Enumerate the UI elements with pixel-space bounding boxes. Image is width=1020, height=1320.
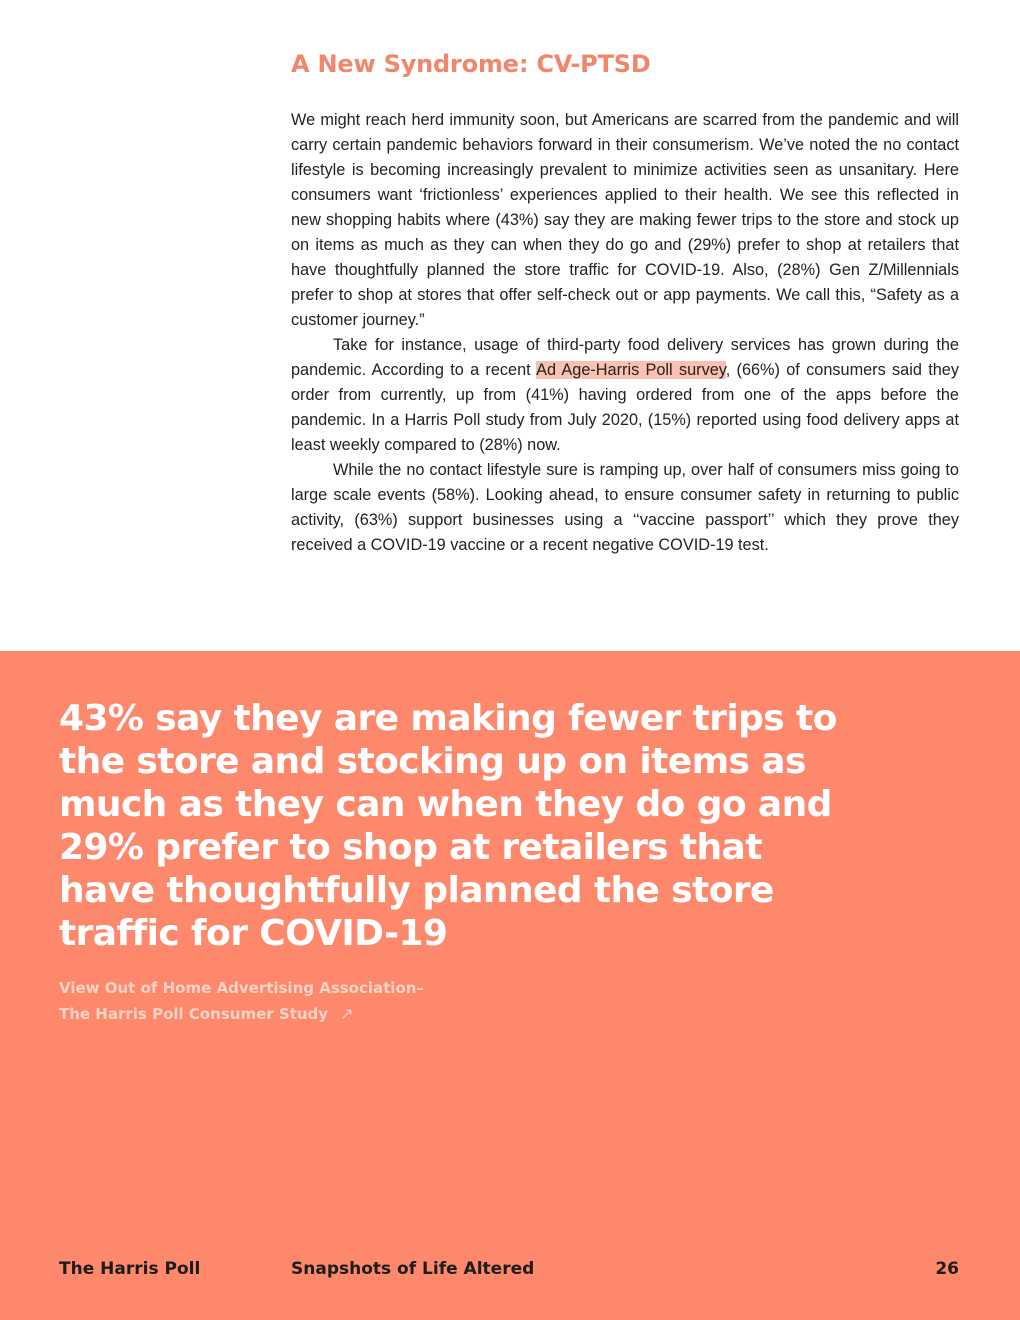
study-link-line xyxy=(59,1001,424,1027)
consumer-study-link[interactable] xyxy=(59,976,424,1027)
survey-link[interactable]: Ad Age-Harris Poll survey xyxy=(536,361,726,379)
paragraph-text: , (66%) of consumers said they order from currently, up from (41%) having ordered from one of the apps before the pandemic. In a Harris Poll study from July 2020, (15%) reported using food delivery apps at least weekly compared to (28%) now. xyxy=(291,361,959,454)
footer-brand: The Harris Poll xyxy=(59,1259,201,1279)
article-section xyxy=(0,0,1020,651)
external-link-arrow-icon: ↗ xyxy=(340,1004,354,1023)
pull-quote: 43% say they are making fewer trips to the store and stocking up on items as much as they can when they do go and 29% prefer to shop at retailers that have thoughtfully planned the store traffic for COVID-19 xyxy=(59,698,837,954)
article-body xyxy=(291,108,959,558)
page-number: 26 xyxy=(935,1259,959,1279)
paragraph xyxy=(291,333,959,458)
paragraph-text: Take for instance, usage of third-party food delivery services has grown during the pandemic. According to a recent xyxy=(291,336,959,379)
study-link-text: The Harris Poll Consumer Study xyxy=(59,1005,329,1023)
paragraph: We might reach herd immunity soon, but Americans are scarred from the pandemic and will carry certain pandemic behaviors forward in their consumerism. We’ve noted the no contact lifestyle is becoming increasingly prevalent to minimize activities seen as unsanitary. Here consumers want ‘frictionless’ experiences applied to their health. We see this reflected in new shopping habits where (43%) say they are making fewer trips to the store and stock up on items as much as they can when they do go and (29%) prefer to shop at retailers that have thoughtfully planned the store traffic for COVID-19. Also, (28%) Gen Z/Millennials prefer to shop at stores that offer self-check out or app payments. We call this, “Safety as a customer journey.” xyxy=(291,111,959,329)
section-heading: A New Syndrome: CV-PTSD xyxy=(291,50,651,78)
footer-publication: Snapshots of Life Altered xyxy=(291,1259,535,1279)
callout-panel xyxy=(0,651,1020,1320)
paragraph: While the no contact lifestyle sure is ramping up, over half of consumers miss going to large scale events (58%). Looking ahead, to ensure consumer safety in returning to public activity, (63%) support businesses using a ‘‘vaccine passport’’ which they prove they received a COVID-19 vaccine or a recent negative COVID-19 test. xyxy=(291,461,959,554)
study-link-line: View Out of Home Advertising Association– xyxy=(59,979,424,997)
